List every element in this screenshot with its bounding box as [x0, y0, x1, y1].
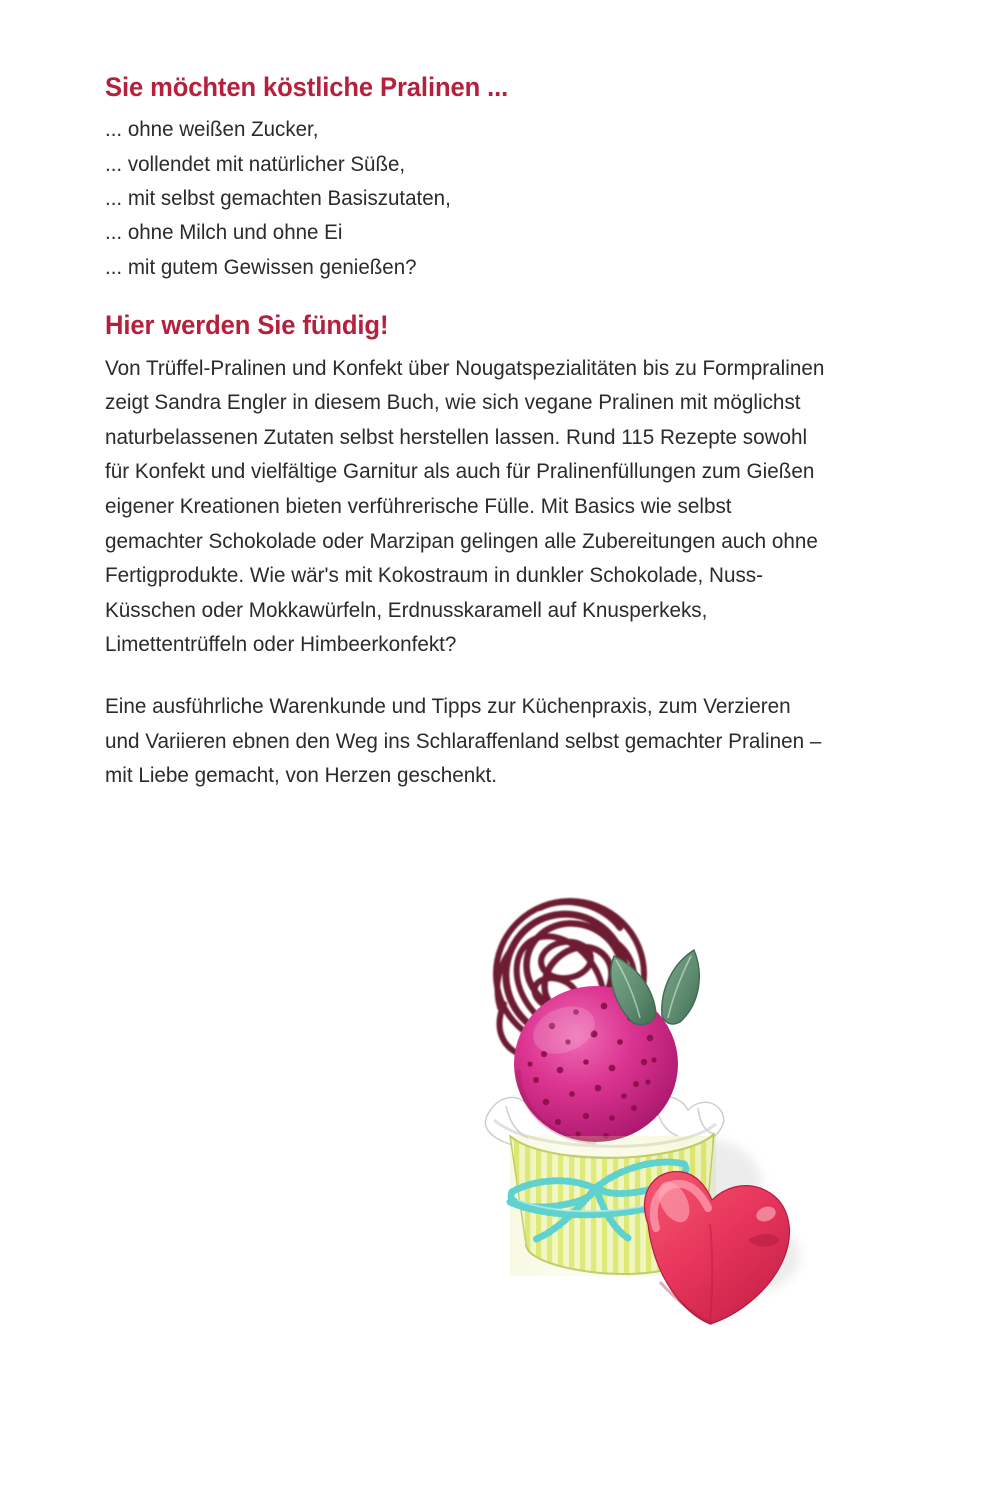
- section-heading: Hier werden Sie fündig!: [105, 310, 389, 341]
- body-paragraph-first: Von Trüffel-Pralinen und Konfekt über Nougatspezialitäten bis zu Formpralinen zeigt Sandra Engler in diesem Buch, wie sich vegane Pralinen mit möglichst naturbelassenen Zutaten selbst herstellen lassen. Rund 115 Rezepte sowohl für Konfekt und vielfältige Garnitur als auch für Pralinenfüllungen zum Gießen eigener Kreationen bieten verführerische Fülle. Mit Basics wie selbst gemachter Schokolade oder Marzipan gelingen alle Zubereitungen auch ohne Fertigprodukte. Wie wär's mit Kokostraum in dunkler Schokolade, Nuss-Küsschen oder Mokkawürfeln, Erdnusskaramell auf Knusperkeks, Limettentrüffeln oder Himbeerkonfekt?: [105, 355, 825, 657]
- feature-list: [105, 112, 825, 284]
- list-item: ... vollendet mit natürlicher Süße,: [105, 151, 406, 176]
- body-paragraph-second: Eine ausführliche Warenkunde und Tipps zur Küchenpraxis, zum Verzieren und Variieren ebnen den Weg ins Schlaraffenland selbst gemachter Pralinen – mit Liebe gemacht, von Herzen geschenkt.: [105, 693, 822, 788]
- secondary-heading-wrapper: [105, 310, 825, 341]
- blurb-content: [105, 72, 825, 793]
- list-item: ... ohne weißen Zucker,: [105, 117, 319, 142]
- page-title: Sie möchten köstliche Pralinen ...: [105, 72, 509, 102]
- list-item: ... mit gutem Gewissen genießen?: [105, 254, 417, 279]
- praline-illustration-svg: [448, 884, 848, 1329]
- praline-illustration: [448, 884, 848, 1329]
- marzipan-leaves: [611, 950, 699, 1025]
- list-item: ... mit selbst gemachten Basiszutaten,: [105, 186, 451, 211]
- list-item: ... ohne Milch und ohne Ei: [105, 220, 343, 245]
